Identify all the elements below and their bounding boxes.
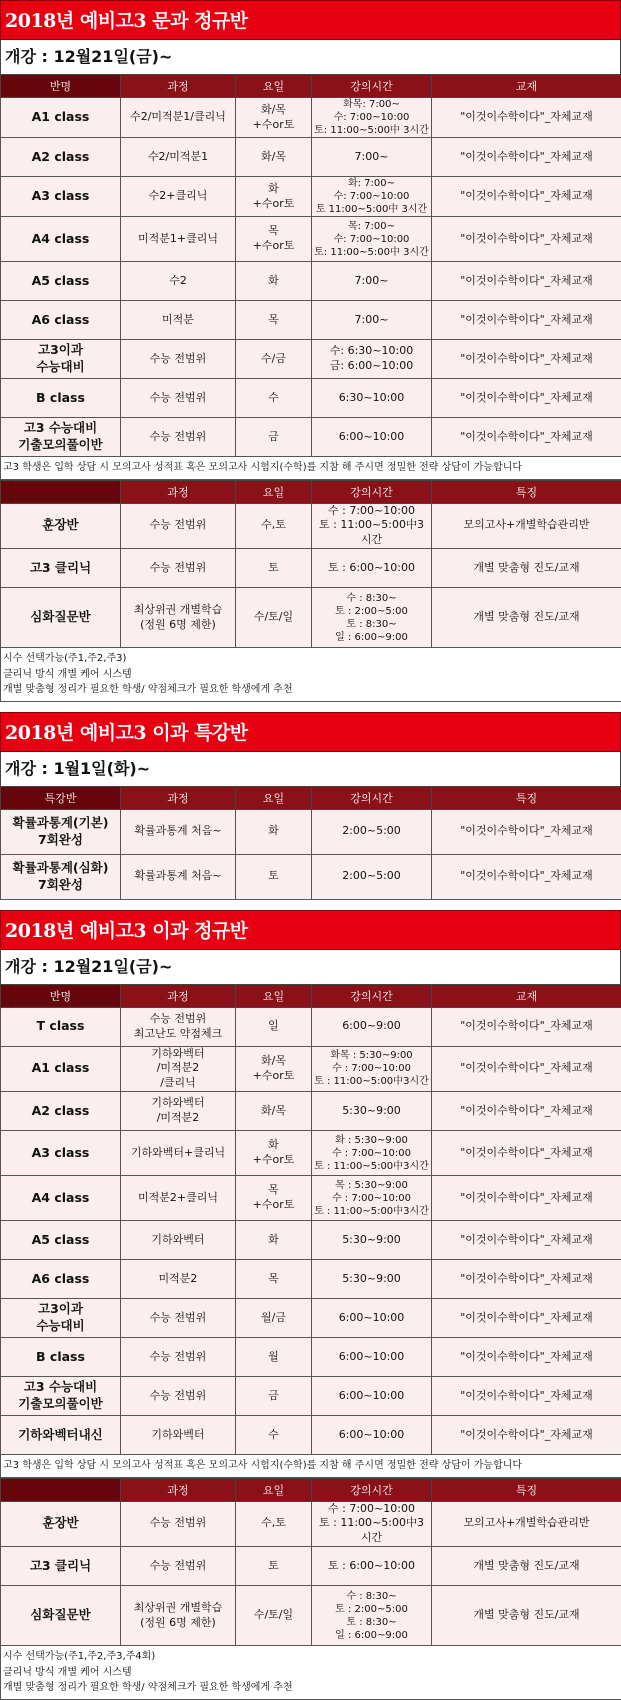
table-row xyxy=(1,1131,621,1176)
course-cell: 확률과통계 처음~ xyxy=(121,809,236,854)
special-program-table xyxy=(0,480,621,702)
column-header: 과정 xyxy=(121,984,236,1007)
day-cell: 화 +수or토 xyxy=(236,177,312,217)
day-cell: 금 xyxy=(236,418,312,457)
time-cell: 화목: 7:00~ 수: 7:00~10:00 토: 11:00~5:00中 3시간 xyxy=(312,98,432,138)
class-name-cell: 고3 수능대비 기출모의풀이반 xyxy=(1,418,121,457)
table-row xyxy=(1,262,621,301)
section-gap xyxy=(0,702,621,712)
class-name-cell: T class xyxy=(1,1007,121,1046)
column-header: 강의시간 xyxy=(312,1478,432,1501)
material-cell: "이것이수학이다"_자체교재 xyxy=(432,217,621,262)
column-header: 과정 xyxy=(121,480,236,503)
table-row xyxy=(1,503,621,549)
table-row xyxy=(1,549,621,588)
table-row xyxy=(1,1176,621,1221)
course-cell: 수능 전범위 xyxy=(121,1501,236,1547)
time-cell: 6:00~10:00 xyxy=(312,1416,432,1455)
class-name-cell: B class xyxy=(1,379,121,418)
time-cell: 토 : 6:00~10:00 xyxy=(312,549,432,588)
class-name-cell: A3 class xyxy=(1,177,121,217)
table-row xyxy=(1,1260,621,1299)
course-cell: 최상위권 개별학습 (정원 6명 제한) xyxy=(121,588,236,648)
day-cell: 화 xyxy=(236,1221,312,1260)
table-row xyxy=(1,1092,621,1131)
class-name-cell: A2 class xyxy=(1,138,121,177)
material-cell: "이것이수학이다"_자체교재 xyxy=(432,1092,621,1131)
day-cell: 목 xyxy=(236,1260,312,1299)
class-name-cell: A3 class xyxy=(1,1131,121,1176)
class-name-cell: 고3 수능대비 기출모의풀이반 xyxy=(1,1377,121,1416)
material-cell: "이것이수학이다"_자체교재 xyxy=(432,1046,621,1092)
course-cell: 기하와벡터 /미적분2 xyxy=(121,1092,236,1131)
course-cell: 최상위권 개별학습 (정원 6명 제한) xyxy=(121,1586,236,1646)
material-cell: "이것이수학이다"_자체교재 xyxy=(432,98,621,138)
table-row xyxy=(1,1007,621,1046)
table-header-row xyxy=(1,480,621,503)
material-cell: "이것이수학이다"_자체교재 xyxy=(432,1299,621,1338)
column-header: 특강반 xyxy=(1,786,121,809)
day-cell: 목 xyxy=(236,301,312,340)
material-cell: 모의고사+개별학습관리반 xyxy=(432,503,621,549)
day-cell: 수/금 xyxy=(236,340,312,379)
table-row xyxy=(1,301,621,340)
column-header: 요일 xyxy=(236,1478,312,1501)
day-cell: 화/목 xyxy=(236,138,312,177)
course-cell: 수능 전범위 xyxy=(121,549,236,588)
day-cell: 수 xyxy=(236,379,312,418)
column-header: 강의시간 xyxy=(312,786,432,809)
class-name-cell: 고3이과 수능대비 xyxy=(1,340,121,379)
day-cell: 화 xyxy=(236,262,312,301)
class-name-cell: A5 class xyxy=(1,262,121,301)
material-cell: "이것이수학이다"_자체교재 xyxy=(432,1260,621,1299)
day-cell: 일 xyxy=(236,1007,312,1046)
day-cell: 화 +수or토 xyxy=(236,1131,312,1176)
course-cell: 수능 전범위 xyxy=(121,1547,236,1586)
material-cell: "이것이수학이다"_자체교재 xyxy=(432,262,621,301)
material-cell: 개별 맞춤형 진도/교재 xyxy=(432,588,621,648)
table-row xyxy=(1,98,621,138)
table-row xyxy=(1,418,621,457)
material-cell: 모의고사+개별학습관리반 xyxy=(432,1501,621,1547)
time-cell: 6:00~10:00 xyxy=(312,1299,432,1338)
column-header: 강의시간 xyxy=(312,984,432,1007)
time-cell: 6:00~10:00 xyxy=(312,1338,432,1377)
column-header: 강의시간 xyxy=(312,75,432,98)
section-gap xyxy=(0,900,621,910)
class-name-cell: 고3 클리닉 xyxy=(1,549,121,588)
column-header: 특징 xyxy=(432,480,621,503)
course-cell: 미적분1+클리닉 xyxy=(121,217,236,262)
column-header: 특징 xyxy=(432,1478,621,1501)
column-header xyxy=(1,1478,121,1501)
section-humanities-regular xyxy=(0,0,621,702)
column-header xyxy=(1,480,121,503)
note-text: 고3 학생은 입학 상담 시 모의고사 성적표 혹은 모의고사 시험지(수학)를 지참 해 주시면 정밀한 전략 상담이 가능합니다 xyxy=(1,457,621,480)
course-cell: 확률과통계 처음~ xyxy=(121,854,236,899)
time-cell: 수: 6:30~10:00 금: 6:00~10:00 xyxy=(312,340,432,379)
table-header-row xyxy=(1,984,621,1007)
class-name-cell: 훈장반 xyxy=(1,1501,121,1547)
table-row xyxy=(1,340,621,379)
time-cell: 6:00~10:00 xyxy=(312,1377,432,1416)
class-name-cell: 심화질문반 xyxy=(1,588,121,648)
table-header-row xyxy=(1,1478,621,1501)
material-cell: "이것이수학이다"_자체교재 xyxy=(432,177,621,217)
column-header: 과정 xyxy=(121,75,236,98)
table-row xyxy=(1,379,621,418)
class-name-cell: 심화질문반 xyxy=(1,1586,121,1646)
class-name-cell: 고3 클리닉 xyxy=(1,1547,121,1586)
class-name-cell: 고3이과 수능대비 xyxy=(1,1299,121,1338)
column-header: 과정 xyxy=(121,786,236,809)
note-row xyxy=(1,457,621,480)
day-cell: 목 +수or토 xyxy=(236,1176,312,1221)
section-science-special xyxy=(0,712,621,900)
time-cell: 수 : 8:30~ 토 : 2:00~5:00 토 : 8:30~ 일 : 6:00~9:00 xyxy=(312,588,432,648)
day-cell: 수,토 xyxy=(236,503,312,549)
day-cell: 수,토 xyxy=(236,1501,312,1547)
material-cell: "이것이수학이다"_자체교재 xyxy=(432,340,621,379)
time-cell: 7:00~ xyxy=(312,138,432,177)
day-cell: 토 xyxy=(236,549,312,588)
table-row xyxy=(1,1338,621,1377)
course-cell: 수2/미적분1/클리닉 xyxy=(121,98,236,138)
class-table xyxy=(0,984,621,1478)
column-header: 교재 xyxy=(432,984,621,1007)
opening-date: 개강 : 12월21일(금)~ xyxy=(0,950,621,984)
column-header: 반명 xyxy=(1,984,121,1007)
opening-date: 개강 : 1월1일(화)~ xyxy=(0,752,621,786)
table-row xyxy=(1,809,621,854)
time-cell: 화: 7:00~ 수: 7:00~10:00 토 11:00~5:00中 3시간 xyxy=(312,177,432,217)
class-name-cell: A1 class xyxy=(1,1046,121,1092)
special-class-table xyxy=(0,786,621,900)
table-row xyxy=(1,217,621,262)
material-cell: 개별 맞춤형 진도/교재 xyxy=(432,1586,621,1646)
course-cell: 기하와벡터 /미적분2 /클리닉 xyxy=(121,1046,236,1092)
table-row xyxy=(1,854,621,899)
material-cell: "이것이수학이다"_자체교재 xyxy=(432,379,621,418)
class-name-cell: 확률과통계(심화) 7회완성 xyxy=(1,854,121,899)
section-title: 2018년 예비고3 이과 정규반 xyxy=(0,910,621,950)
course-cell: 기하와벡터 xyxy=(121,1221,236,1260)
column-header: 요일 xyxy=(236,786,312,809)
time-cell: 2:00~5:00 xyxy=(312,854,432,899)
table-header-row xyxy=(1,75,621,98)
column-header: 요일 xyxy=(236,75,312,98)
day-cell: 토 xyxy=(236,854,312,899)
class-name-cell: A4 class xyxy=(1,1176,121,1221)
day-cell: 화/목 +수or토 xyxy=(236,1046,312,1092)
column-header: 반명 xyxy=(1,75,121,98)
class-name-cell: A6 class xyxy=(1,301,121,340)
time-cell: 목 : 5:30~9:00 수 : 7:00~10:00 토 : 11:00~5:00中3시간 xyxy=(312,1176,432,1221)
note-text: 시수 선택가능(주1,주2,주3) 클리닉 방식 개별 케어 시스템 개별 맞춤형 정리가 필요한 학생/ 약점체크가 필요한 학생에게 추천 xyxy=(1,648,621,702)
note-row xyxy=(1,1455,621,1478)
day-cell: 화/목 xyxy=(236,1092,312,1131)
material-cell: "이것이수학이다"_자체교재 xyxy=(432,1221,621,1260)
material-cell: 개별 맞춤형 진도/교재 xyxy=(432,1547,621,1586)
time-cell: 5:30~9:00 xyxy=(312,1260,432,1299)
class-name-cell: A6 class xyxy=(1,1260,121,1299)
course-cell: 수능 전범위 xyxy=(121,503,236,549)
note-text: 고3 학생은 입학 상담 시 모의고사 성적표 혹은 모의고사 시험지(수학)를 지참 해 주시면 정밀한 전략 상담이 가능합니다 xyxy=(1,1455,621,1478)
table-row xyxy=(1,177,621,217)
material-cell: "이것이수학이다"_자체교재 xyxy=(432,301,621,340)
time-cell: 7:00~ xyxy=(312,301,432,340)
time-cell: 6:30~10:00 xyxy=(312,379,432,418)
time-cell: 토 : 6:00~10:00 xyxy=(312,1547,432,1586)
course-cell: 수능 전범위 xyxy=(121,379,236,418)
section-science-regular xyxy=(0,910,621,1700)
time-cell: 화목 : 5:30~9:00 수 : 7:00~10:00 토 : 11:00~5:00中3시간 xyxy=(312,1046,432,1092)
class-name-cell: A4 class xyxy=(1,217,121,262)
class-name-cell: B class xyxy=(1,1338,121,1377)
time-cell: 5:30~9:00 xyxy=(312,1092,432,1131)
class-name-cell: 훈장반 xyxy=(1,503,121,549)
day-cell: 토 xyxy=(236,1547,312,1586)
table-row xyxy=(1,1299,621,1338)
time-cell: 수 : 7:00~10:00 토 : 11:00~5:00中3시간 xyxy=(312,1501,432,1547)
table-row xyxy=(1,1501,621,1547)
day-cell: 목 +수or토 xyxy=(236,217,312,262)
class-name-cell: A1 class xyxy=(1,98,121,138)
course-cell: 수능 전범위 최고난도 약점체크 xyxy=(121,1007,236,1046)
course-cell: 미적분2 xyxy=(121,1260,236,1299)
material-cell: "이것이수학이다"_자체교재 xyxy=(432,1377,621,1416)
day-cell: 수/토/일 xyxy=(236,1586,312,1646)
course-cell: 수2 xyxy=(121,262,236,301)
material-cell: "이것이수학이다"_자체교재 xyxy=(432,1131,621,1176)
material-cell: "이것이수학이다"_자체교재 xyxy=(432,1176,621,1221)
time-cell: 목: 7:00~ 수: 7:00~10:00 토: 11:00~5:00中 3시간 xyxy=(312,217,432,262)
course-cell: 기하와벡터+클리닉 xyxy=(121,1131,236,1176)
table-row xyxy=(1,1221,621,1260)
day-cell: 월/금 xyxy=(236,1299,312,1338)
table-row xyxy=(1,1547,621,1586)
class-name-cell: 기하와벡터내신 xyxy=(1,1416,121,1455)
table-row xyxy=(1,138,621,177)
column-header: 요일 xyxy=(236,984,312,1007)
time-cell: 6:00~10:00 xyxy=(312,418,432,457)
material-cell: "이것이수학이다"_자체교재 xyxy=(432,809,621,854)
time-cell: 수 : 8:30~ 토 : 2:00~5:00 토 : 8:30~ 일 : 6:00~9:00 xyxy=(312,1586,432,1646)
course-cell: 미적분 xyxy=(121,301,236,340)
course-cell: 수능 전범위 xyxy=(121,1338,236,1377)
time-cell: 수 : 7:00~10:00 토 : 11:00~5:00中3시간 xyxy=(312,503,432,549)
time-cell: 2:00~5:00 xyxy=(312,809,432,854)
day-cell: 수/토/일 xyxy=(236,588,312,648)
table-row xyxy=(1,588,621,648)
note-row xyxy=(1,1646,621,1700)
course-cell: 수2/미적분1 xyxy=(121,138,236,177)
course-cell: 수능 전범위 xyxy=(121,1299,236,1338)
material-cell: "이것이수학이다"_자체교재 xyxy=(432,138,621,177)
course-cell: 기하와벡터 xyxy=(121,1416,236,1455)
special-program-table xyxy=(0,1478,621,1700)
table-row xyxy=(1,1416,621,1455)
day-cell: 금 xyxy=(236,1377,312,1416)
course-cell: 수능 전범위 xyxy=(121,1377,236,1416)
section-title: 2018년 예비고3 이과 특강반 xyxy=(0,712,621,752)
column-header: 특징 xyxy=(432,786,621,809)
column-header: 과정 xyxy=(121,1478,236,1501)
time-cell: 6:00~9:00 xyxy=(312,1007,432,1046)
table-row xyxy=(1,1586,621,1646)
day-cell: 화/목 +수or토 xyxy=(236,98,312,138)
time-cell: 5:30~9:00 xyxy=(312,1221,432,1260)
material-cell: "이것이수학이다"_자체교재 xyxy=(432,1007,621,1046)
opening-date: 개강 : 12월21일(금)~ xyxy=(0,40,621,74)
class-table xyxy=(0,74,621,480)
column-header: 요일 xyxy=(236,480,312,503)
class-name-cell: 확률과통계(기본) 7회완성 xyxy=(1,809,121,854)
table-header-row xyxy=(1,786,621,809)
note-row xyxy=(1,648,621,702)
day-cell: 월 xyxy=(236,1338,312,1377)
material-cell: 개별 맞춤형 진도/교재 xyxy=(432,549,621,588)
class-name-cell: A2 class xyxy=(1,1092,121,1131)
table-row xyxy=(1,1377,621,1416)
day-cell: 화 xyxy=(236,809,312,854)
course-cell: 수능 전범위 xyxy=(121,418,236,457)
time-cell: 7:00~ xyxy=(312,262,432,301)
time-cell: 화 : 5:30~9:00 수 : 7:00~10:00 토 : 11:00~5:00中3시간 xyxy=(312,1131,432,1176)
table-row xyxy=(1,1046,621,1092)
column-header: 교재 xyxy=(432,75,621,98)
class-name-cell: A5 class xyxy=(1,1221,121,1260)
material-cell: "이것이수학이다"_자체교재 xyxy=(432,418,621,457)
course-cell: 수2+클리닉 xyxy=(121,177,236,217)
course-cell: 미적분2+클리닉 xyxy=(121,1176,236,1221)
material-cell: "이것이수학이다"_자체교재 xyxy=(432,1338,621,1377)
day-cell: 수 xyxy=(236,1416,312,1455)
material-cell: "이것이수학이다"_자체교재 xyxy=(432,1416,621,1455)
course-cell: 수능 전범위 xyxy=(121,340,236,379)
note-text: 시수 선택가능(주1,주2,주3,주4회) 클리닉 방식 개별 케어 시스템 개별 맞춤형 정리가 필요한 학생/ 약점체크가 필요한 학생에게 추천 xyxy=(1,1646,621,1700)
section-title: 2018년 예비고3 문과 정규반 xyxy=(0,0,621,40)
column-header: 강의시간 xyxy=(312,480,432,503)
material-cell: "이것이수학이다"_자체교재 xyxy=(432,854,621,899)
